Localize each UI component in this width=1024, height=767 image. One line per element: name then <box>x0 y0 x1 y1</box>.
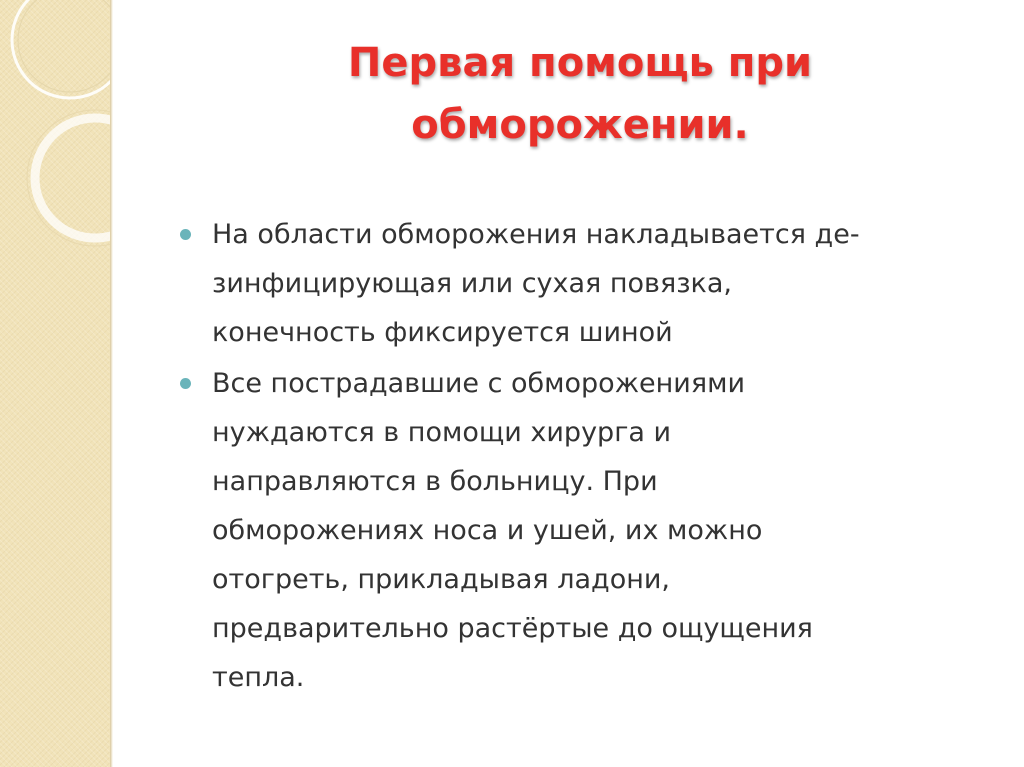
bullet-dot-icon <box>180 378 191 389</box>
bullet-text-line: нуждаются в помощи хирурга и <box>212 417 672 448</box>
bullet-text-line: зинфицирующая или сухая повязка, <box>212 268 732 299</box>
bullet-item <box>178 210 998 357</box>
sidebar-edge-divider <box>110 0 113 767</box>
bullet-text-line: конечность фиксируется шиной <box>212 317 673 348</box>
bullet-text-line: предварительно растёртые до ощущения <box>212 613 813 644</box>
bullet-dot-icon <box>180 229 191 240</box>
slide-title-line: обморожении. <box>411 102 749 148</box>
slide-title <box>180 32 980 156</box>
bullet-item <box>178 359 998 702</box>
bullet-text-line: Все пострадавшие с обморожениями <box>212 368 745 399</box>
bullet-text-line: отогреть, прикладывая ладони, <box>212 564 670 595</box>
bullet-text-line: На области обморожения накладывается де- <box>212 219 860 250</box>
decorative-sidebar-band <box>0 0 112 767</box>
bullet-list <box>178 210 998 704</box>
bullet-text-line: тепла. <box>212 662 305 693</box>
bullet-text-line: направляются в больницу. При <box>212 466 658 497</box>
slide-title-line: Первая помощь при <box>347 40 813 86</box>
decorative-rings-icon <box>0 0 112 260</box>
bullet-text-line: обморожениях носа и ушей, их можно <box>212 515 763 546</box>
